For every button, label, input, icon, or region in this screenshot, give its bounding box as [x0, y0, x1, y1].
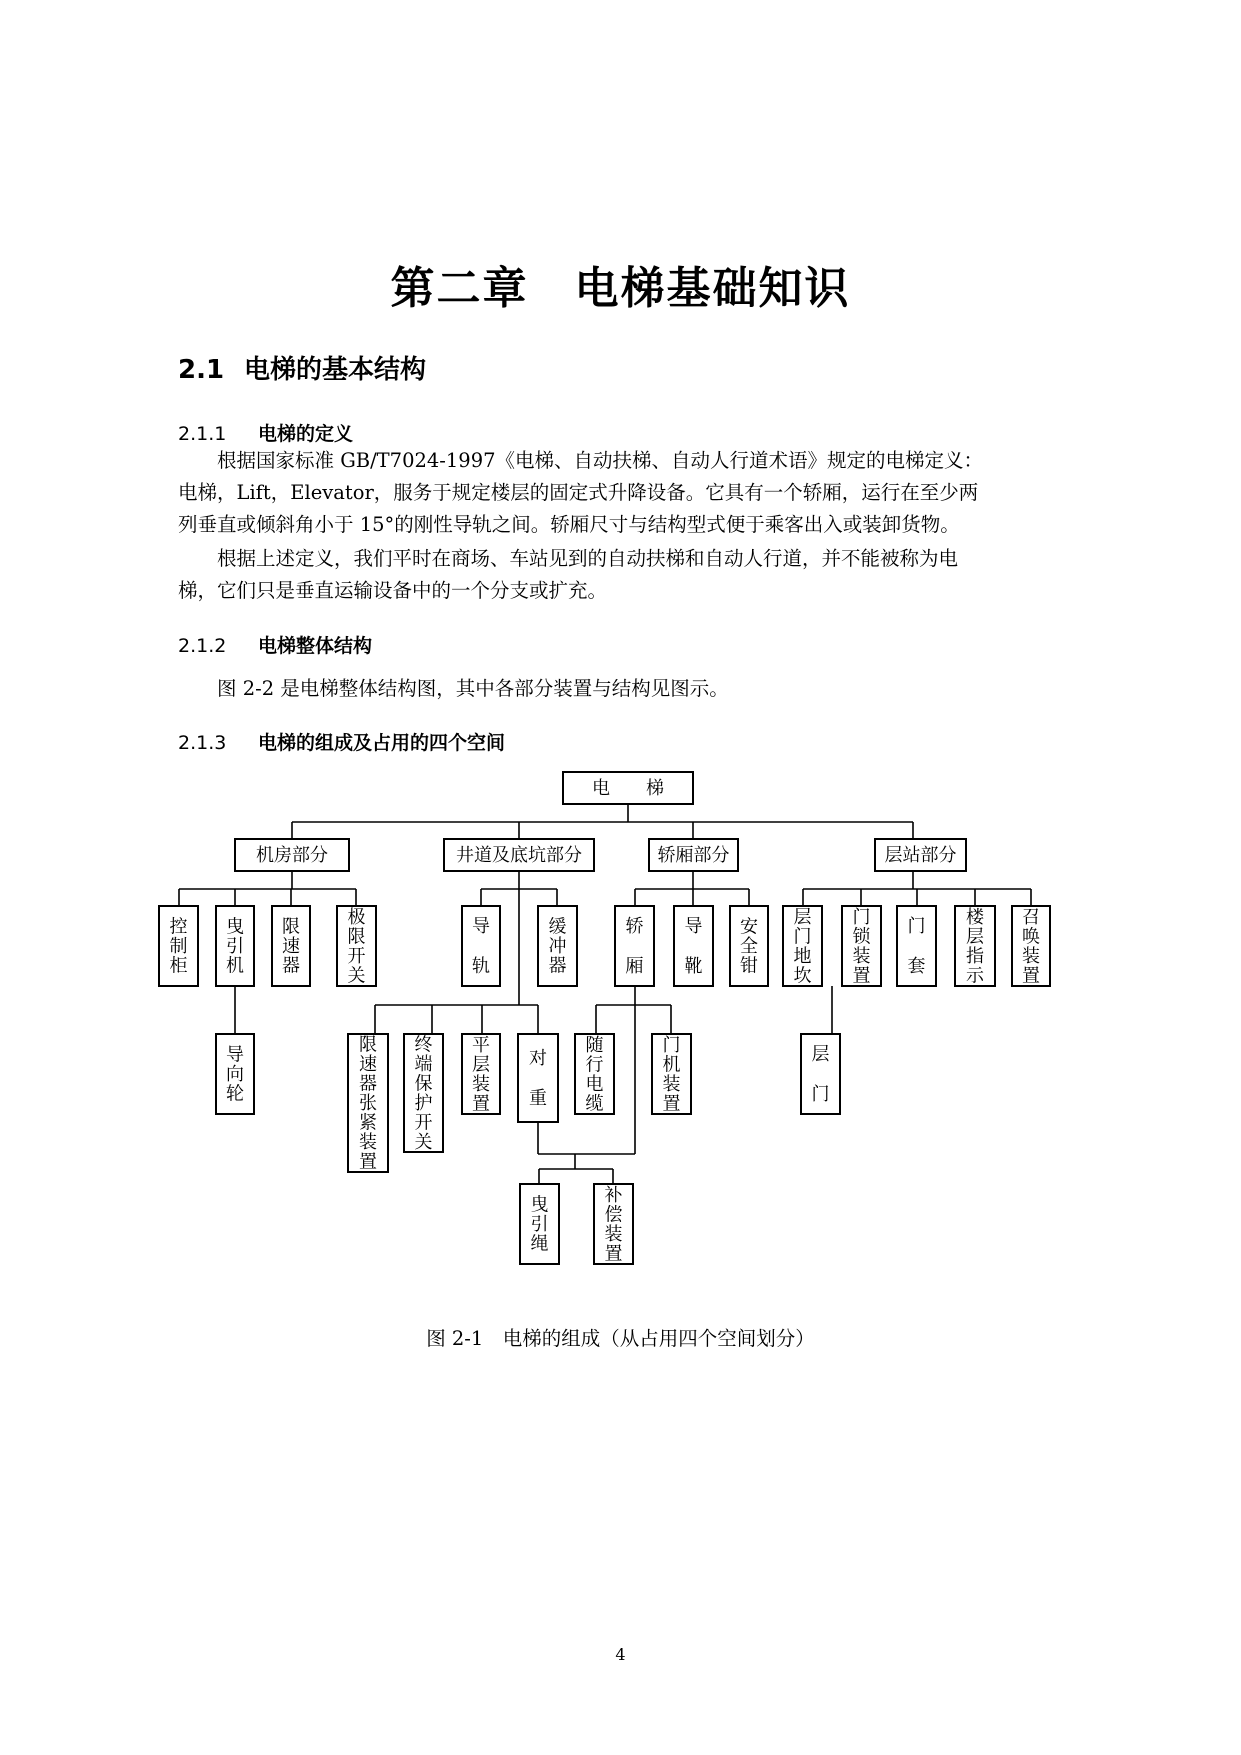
page-number: 4 [615, 1645, 626, 1664]
node-terminal-protection-switch [404, 1034, 443, 1153]
section-number: 2.1 [178, 355, 225, 385]
node-label: 轿厢 [625, 916, 644, 977]
node-leveling-device [462, 1034, 500, 1114]
node-traction-machine [216, 906, 254, 986]
text-line: 根据国家标准 GB/T7024-1997《电梯、自动扶梯、自动人行道术语》规定的电梯定义： [217, 449, 984, 472]
node-shaft-pit [444, 839, 594, 871]
node-traveling-cable [575, 1034, 614, 1114]
node-call-device [1012, 906, 1050, 986]
text-line: 电梯，Lift，Elevator，服务于规定楼层的固定式升降设备。它具有一个轿厢，运行在至少两 [178, 481, 979, 504]
node-label: 层门地坎 [793, 906, 812, 987]
node-machine-room [235, 839, 349, 871]
node-label: 召唤装置 [1022, 906, 1040, 987]
node-door-frame [897, 906, 936, 986]
node-label: 导轨 [472, 916, 490, 977]
node-guide-shoe [674, 906, 713, 986]
node-guide-rail [462, 906, 500, 986]
subsection-title: 电梯整体结构 [258, 635, 373, 657]
node-label: 曳引绳 [530, 1194, 549, 1255]
node-limit-switch [337, 906, 376, 987]
node-floor-indicator [955, 906, 995, 986]
node-label: 极限开关 [347, 906, 366, 987]
node-label: 井道及底坑部分 [456, 845, 582, 866]
node-label: 轿厢部分 [657, 845, 730, 866]
node-door-operator [652, 1034, 691, 1114]
figure-caption: 图 2-1 电梯的组成（从占用四个空间划分） [426, 1327, 815, 1350]
node-label: 门机装置 [662, 1034, 681, 1115]
subsection-number: 2.1.1 [178, 423, 227, 445]
node-label: 安全钳 [740, 916, 758, 977]
node-buffer [538, 906, 577, 986]
node-traction-rope [520, 1184, 559, 1264]
node-control-cabinet [159, 906, 198, 986]
subsection-number: 2.1.2 [178, 635, 227, 657]
node-counterweight [518, 1034, 558, 1122]
text-line: 根据上述定义，我们平时在商场、车站见到的自动扶梯和自动人行道，并不能被称为电 [217, 547, 959, 570]
node-label: 层站部分 [884, 845, 957, 866]
node-label: 平层装置 [472, 1034, 490, 1115]
node-label: 导向轮 [226, 1044, 244, 1105]
node-label: 限速器张紧装置 [359, 1034, 377, 1173]
node-label: 限速器 [282, 916, 300, 977]
node-label: 对重 [529, 1048, 547, 1109]
node-car-frame [615, 906, 654, 986]
node-label: 控制柜 [169, 916, 188, 977]
node-governor-tension-device [348, 1034, 388, 1173]
text-line: 梯，它们只是垂直运输设备中的一个分支或扩充。 [178, 579, 608, 602]
node-door-lock-device [842, 906, 881, 986]
subsection-title: 电梯的组成及占用的四个空间 [258, 732, 506, 754]
subsection-number: 2.1.3 [178, 732, 227, 754]
text-line: 列垂直或倾斜角小于 15°的刚性导轨之间。轿厢尺寸与结构型式便于乘客出入或装卸货物。 [178, 513, 960, 536]
subsection-title: 电梯的定义 [258, 423, 354, 445]
node-label: 随行电缆 [585, 1034, 604, 1115]
section-title: 电梯的基本结构 [244, 355, 427, 385]
node-car [649, 839, 738, 871]
node-safety-gear [730, 906, 768, 986]
node-label: 导靴 [684, 916, 703, 977]
node-label: 补偿装置 [604, 1184, 623, 1265]
chapter-title: 第二章 电梯基础知识 [390, 263, 851, 314]
node-landing-door-sill [783, 906, 822, 986]
node-label: 缓冲器 [548, 916, 567, 977]
node-speed-governor [272, 906, 310, 986]
node-label: 机房部分 [256, 845, 328, 866]
node-landing [875, 839, 966, 871]
node-label: 电 梯 [592, 778, 664, 799]
node-label: 门套 [907, 916, 926, 977]
node-root [563, 772, 693, 804]
node-label: 楼层指示 [966, 906, 984, 987]
node-label: 终端保护开关 [414, 1034, 433, 1153]
text-line: 图 2-2 是电梯整体结构图，其中各部分装置与结构见图示。 [217, 677, 729, 700]
node-label: 门锁装置 [852, 906, 871, 987]
node-label: 曳引机 [226, 916, 244, 977]
node-label: 层门 [811, 1044, 830, 1105]
node-compensation-device [594, 1184, 633, 1264]
node-landing-door [801, 1034, 840, 1114]
node-guide-wheel [216, 1034, 254, 1114]
